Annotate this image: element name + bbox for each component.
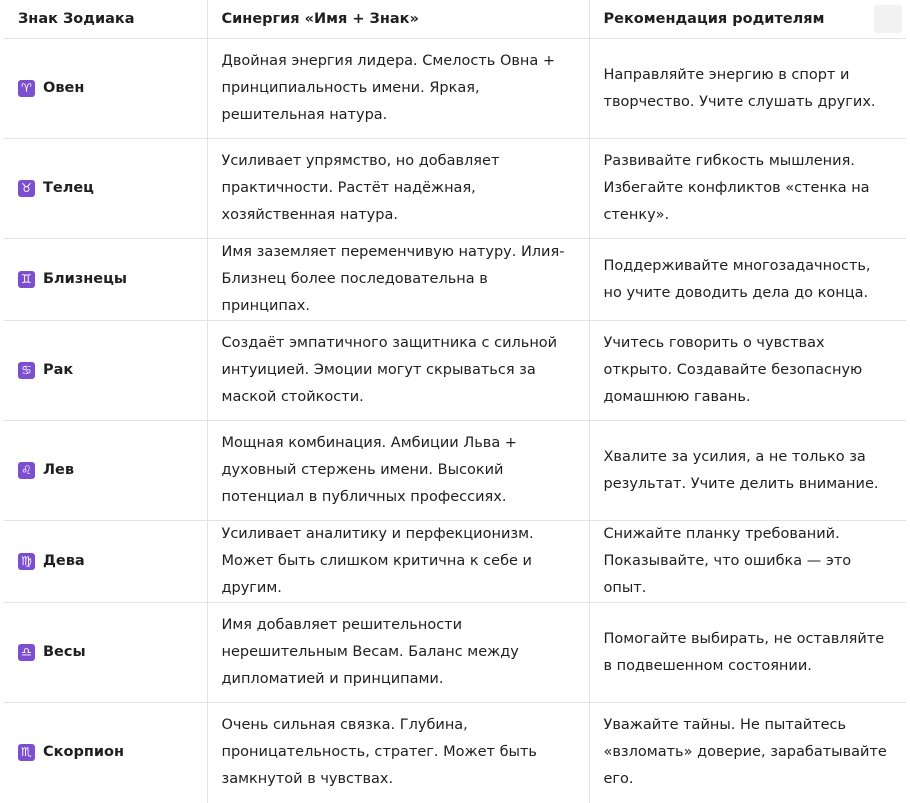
sign-cell [4,703,207,803]
synergy-cell: Мощная комбинация. Амбиции Льва + духовный стержень имени. Высокий потенциал в публичных профессиях. [207,421,589,521]
advice-cell: Хвалите за усилия, а не только за результат. Учите делить внимание. [589,421,906,521]
sign-cell [4,239,207,321]
synergy-cell: Усиливает упрямство, но добавляет практичности. Растёт надёжная, хозяйственная натура. [207,139,589,239]
table-row [4,321,906,421]
table-row [4,603,906,703]
advice-cell: Учитесь говорить о чувствах открыто. Создавайте безопасную домашнюю гавань. [589,321,906,421]
sign-name: Скорпион [43,744,124,761]
synergy-cell: Усиливает аналитику и перфекционизм. Может быть слишком критична к себе и другим. [207,521,589,603]
leo-icon: ♌ [18,462,35,479]
taurus-icon: ♉ [18,180,35,197]
virgo-icon: ♍ [18,553,35,570]
zodiac-table-container [4,0,906,803]
advice-cell: Поддерживайте многозадачность, но учите доводить дела до конца. [589,239,906,321]
sign-cell [4,39,207,139]
synergy-cell: Двойная энергия лидера. Смелость Овна + принципиальность имени. Яркая, решительная натура. [207,39,589,139]
sign-cell [4,421,207,521]
table-header-row [4,0,906,39]
header-advice: Рекомендация родителям [589,0,906,39]
sign-name: Рак [43,362,74,378]
header-sign: Знак Зодиака [4,0,207,39]
advice-cell: Развивайте гибкость мышления. Избегайте конфликтов «стенка на стенку». [589,139,906,239]
sign-name: Близнецы [43,271,127,287]
synergy-cell: Очень сильная связка. Глубина, проницательность, стратег. Может быть замкнутой в чувствах. [207,703,589,803]
sign-name: Телец [43,180,94,196]
copy-table-button[interactable] [874,5,902,33]
table-row [4,139,906,239]
table-row [4,703,906,803]
advice-cell: Уважайте тайны. Не пытайтесь «взломать» доверие, зарабатывайте его. [589,703,906,803]
synergy-cell: Имя заземляет переменчивую натуру. Илия-Близнец более последовательна в принципах. [207,239,589,321]
aries-icon: ♈ [18,80,35,97]
advice-cell: Снижайте планку требований. Показывайте, что ошибка — это опыт. [589,521,906,603]
libra-icon: ♎ [18,644,35,661]
sign-name: Весы [43,644,86,660]
sign-cell [4,321,207,421]
sign-name: Дева [43,553,85,569]
cancer-icon: ♋ [18,362,35,379]
table-row [4,239,906,321]
table-row [4,421,906,521]
sign-cell [4,139,207,239]
synergy-cell: Создаёт эмпатичного защитника с сильной интуицией. Эмоции могут скрываться за маской стойкости. [207,321,589,421]
sign-name: Овен [43,80,85,96]
sign-name: Лев [43,462,75,478]
scorpio-icon: ♏ [18,744,35,761]
zodiac-synergy-table [4,0,906,803]
table-row [4,39,906,139]
advice-cell: Направляйте энергию в спорт и творчество. Учите слушать других. [589,39,906,139]
synergy-cell: Имя добавляет решительности нерешительным Весам. Баланс между дипломатией и принципами. [207,603,589,703]
gemini-icon: ♊ [18,271,35,288]
advice-cell: Помогайте выбирать, не оставляйте в подвешенном состоянии. [589,603,906,703]
header-synergy: Синергия «Имя + Знак» [207,0,589,39]
table-row [4,521,906,603]
sign-cell [4,603,207,703]
sign-cell [4,521,207,603]
